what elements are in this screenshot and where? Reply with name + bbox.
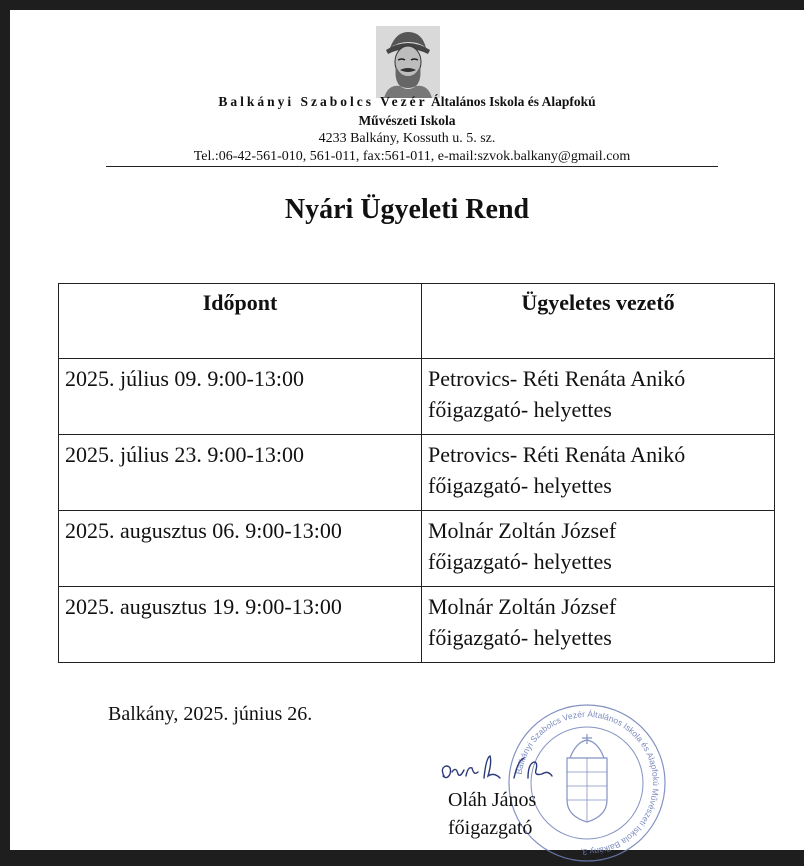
school-name-part-b: Általános Iskola és Alapfokú: [430, 94, 596, 109]
school-name-line-1: [10, 94, 804, 110]
signer-title: főigazgató: [448, 817, 533, 839]
time-cell: 2025. július 23. 9:00-13:00: [59, 435, 422, 511]
leader-name: Molnár Zoltán József: [428, 594, 617, 619]
leader-role: főigazgató- helyettes: [428, 625, 612, 650]
column-header-leader: Ügyeletes vezető: [422, 284, 775, 359]
table-row: [59, 587, 775, 663]
leader-cell: [422, 435, 775, 511]
place-and-date: Balkány, 2025. június 26.: [108, 703, 313, 725]
leader-role: főigazgató- helyettes: [428, 549, 612, 574]
stamp-text: Balkányi Szabolcs Vezér Általános Iskola és Alapfokú Művészeti Iskola Balkány 3.: [513, 708, 662, 858]
table-header-row: [59, 284, 775, 359]
leader-role: főigazgató- helyettes: [428, 473, 612, 498]
signer-block: [448, 786, 536, 842]
school-name-line-2: Művészeti Iskola: [358, 113, 456, 128]
document-title: Nyári Ügyeleti Rend: [284, 194, 530, 225]
leader-name: Petrovics- Réti Renáta Anikó: [428, 366, 686, 391]
duty-table: [58, 283, 775, 663]
time-cell: 2025. augusztus 19. 9:00-13:00: [59, 587, 422, 663]
table-row: [59, 511, 775, 587]
column-header-time: Időpont: [59, 284, 422, 359]
signer-name: Oláh János: [448, 789, 537, 811]
leader-role: főigazgató- helyettes: [428, 397, 612, 422]
leader-name: Petrovics- Réti Renáta Anikó: [428, 442, 686, 467]
table-row: [59, 359, 775, 435]
school-name-part-a: Balkányi Szabolcs Vezér: [218, 94, 428, 109]
table-row: [59, 435, 775, 511]
leader-cell: [422, 587, 775, 663]
time-cell: 2025. augusztus 06. 9:00-13:00: [59, 511, 422, 587]
handwritten-signature-icon: [438, 748, 566, 786]
leader-name: Molnár Zoltán József: [428, 518, 617, 543]
school-contact: Tel.:06-42-561-010, 561-011, fax:561-011, e-mail:szvok.balkany@gmail.com: [106, 149, 718, 167]
time-cell: 2025. július 09. 9:00-13:00: [59, 359, 422, 435]
leader-cell: [422, 359, 775, 435]
school-address: 4233 Balkány, Kossuth u. 5. sz.: [318, 131, 496, 146]
document-page: [10, 10, 804, 858]
leader-cell: [422, 511, 775, 587]
portrait-engraving-icon: [376, 26, 440, 98]
